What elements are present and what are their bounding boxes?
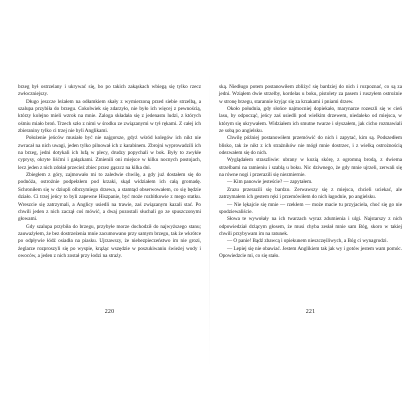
paragraph: Zbiegłem z góry, zajmowało mi to zaledwie chwilę, a gdy już dostałem się do podnóża, ostrożnie podpełzłem pod krzaki, skąd widziałem ich całą gromadę. Schroniłem się w dziupli olbrzymiego drzewa, a stamtąd obserwowałem, co się będzie działo. Ci trzej jeńcy to byli zapewne Hiszpanie, być może rozbitkowie z mego statku. Wreszcie się zatrzymali, a Anglicy usiedli na trawie, zaś związanym kazali stać. Po chwili jeden z nich zaczął coś mówić, a dwaj pozostali słuchali go ze spuszczonymi głowami. (18, 172, 201, 223)
dialogue-line: — Lepiej się nie obawiać. Jestem Anglikiem tak jak wy i gotów jestem wam pomóc. Opowiedzcie mi, co się stało. (219, 245, 402, 259)
right-page-text (219, 84, 402, 260)
paragraph: Gdy szalupa przybiła do brzegu, przybyłe morze dochodził do najwyższego stanu; zauważyłem, że bez dostrzeżenia mnie zacumowano przy samym brzegu, tak że wkrótce po odpływie łódź osiadła na piasku. Ujrzawszy, że niebezpieczeństwo im nie grozi, żeglarze rozproszyli się po wyspie, krążąc wszędzie w poszukiwaniu świeżej wody i owoców, a jeden z nich został przy łodzi na straży. (18, 223, 201, 259)
paragraph: Słowa te wywołały na ich twarzach wyraz zdumienia i ulgi. Najstarszy z nich odpowiedział drżącym głosem, że musi chyba zesłał mnie sam Bóg, skoro w takiej chwili przybywam im na ratunek. (219, 216, 402, 237)
paragraph: Położenie jeńców musiało być nie najgorsze, gdyż wśród kolegów ich nikt nie zwracał na nich uwagi, jeden tylko pilnował ich z karabinem. Zbrojni wyprowadzili ich na brzeg, jedni dotykali ich lufą w plecy, drudzy popychali w bok. Były to zwykłe cyprysy, okryte liśćmi i gałązkami. Zmienili oni miejsce w kilku nocnych postojach, lecz jeden z nich zdołał przecież zbiec przez gąszcz na kilka dni. (18, 135, 201, 171)
gutter-shadow (209, 70, 210, 370)
dialogue-line: — O panie! Bądź zbawcą i opiekunem nieszczęśliwych, a Bóg ci wynagrodzi. (227, 238, 388, 245)
paragraph: ską. Niedługo potem postanowiłem zbliżyć się bardziej do nich i rozpoznać, co są za jedni. Wziąłem dwie strzelby, kordelas u boku, pistolety za pasem i ruszyłem ostrożnie w stronę brzegu, starannie kryjąc się za krzakami i pniami drzew. (219, 84, 402, 105)
paragraph: Długo jeszcze leżałem na odłamkiem skały z wymierzoną przed siebie strzelbą, a szalupa przybiła do brzegu. Cokolwiek się zdarzyło, nie było ich więcej z pewnością, którzy kolejno mieli wzrok na mnie. Zaloga składała się z jedenastu ludzi, z których ośmiu miało broń. Trzech szło z nimi w środku ze związanymi w tył rękami. Z całej ich zbieraniny tylko ci trzej nie byli Anglikami. (18, 98, 201, 135)
dialogue-line: — Kim panowie jesteście? — zapytałem. (227, 179, 313, 186)
paragraph: Chwilę później postanowiłem przemówić do nich i zapytać, kim są. Podszedłem blisko, tak że nikt z ich strażników nie mógł mnie dostrzec, i z wielką ostrożnością odezwałem się do nich. (219, 135, 402, 157)
page-number-right: 221 (305, 309, 316, 315)
left-page-text (18, 84, 201, 260)
right-page (219, 84, 402, 384)
dialogue-line: — Nie lękajcie się mnie — rzekłem — może macie tu przyjaciela, choć się go nie spodziewaliście. (219, 201, 402, 215)
paragraph: brzeg był ostrzelany i ukrywać się, bo po takich zakąskach wbiegą się tylko rzecz zwłoczniejszy. (18, 84, 201, 98)
left-page (18, 84, 201, 384)
page-number-left: 220 (104, 309, 115, 315)
paragraph: Około południa, gdy słońce najmocniej dopiekało, marynarze rozeszli się w cień lasu, by odpocząć, jeńcy zaś usiedli pod wielkim drzewem, niedaleko od miejsca, w którym się ukrywałem. Widziałem ich smutne twarze i słyszałem, jak cicho rozmawiali ze sobą po angielsku. (219, 106, 402, 135)
paragraph: Wyglądałem straszliwie: ubrany w kozią skórę, z ogromną brodą, z dwiema strzelbami na ramieniu i szablą u boku. Nic dziwnego, że gdy mnie ujrzeli, zerwali się na równe nogi i przerazili się niezmiernie. (219, 157, 402, 179)
paragraph: Zrazu przerazili się bardzo. Zerwawszy się z miejsca, chcieli uciekać, ale zatrzymałem ich gestem ręki i przemówiłem do nich łagodnie, po angielsku. (219, 186, 402, 201)
